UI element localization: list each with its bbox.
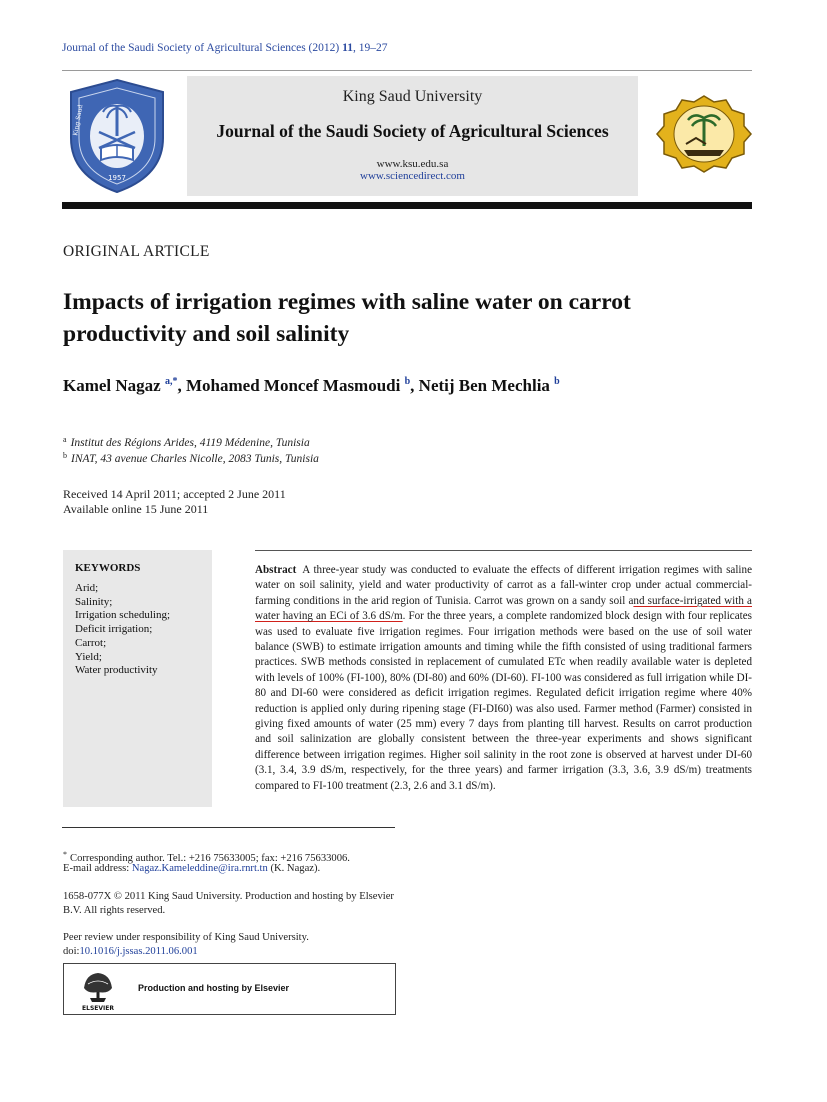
affiliation-text: Institut des Régions Arides, 4119 Médenine, Tunisia [70,437,310,449]
keyword-item: Water productivity [75,664,158,677]
abstract-highlight: nd surface-irrigated with a water having an ECi of 3.6 dS/m [255,594,752,623]
svg-text:1957: 1957 [108,174,126,182]
article-type: ORIGINAL ARTICLE [63,243,210,260]
sciencedirect-link[interactable]: www.sciencedirect.com [360,170,465,182]
keyword-item: Irrigation scheduling; [75,609,171,622]
abstract [255,563,752,794]
copyright-notice: 1658-077X © 2011 King Saud University. Production and hosting by Elsevier B.V. All rights reserved. [63,891,394,916]
author-affiliation-mark[interactable]: b [554,376,560,387]
doi-link[interactable]: 10.1016/j.jssas.2011.06.001 [79,946,198,957]
doi-line [63,945,398,959]
elsevier-tree-icon [78,968,118,1012]
abstract-divider [255,550,752,551]
svg-text:King Saud: King Saud [72,104,85,137]
ksu-seal-icon [63,76,171,196]
keywords-list [75,582,170,678]
society-emblem-icon [656,94,752,174]
elsevier-wordmark: ELSEVIER [82,1005,114,1012]
affiliation-b [63,451,319,465]
article-title: Impacts of irrigation regimes with saline water on carrot productivity and soil salinity [63,289,631,347]
email-line [63,862,398,876]
keyword-item: Yield; [75,650,102,663]
corresponding-author-text: Corresponding author. Tel.: +216 75633005; fax: +216 75633006. [70,853,350,864]
journal-volume: 11 [342,42,353,54]
email-suffix: (K. Nagaz). [267,863,321,874]
affiliation-text: INAT, 43 avenue Charles Nicolle, 2083 Tunis, Tunisia [71,453,319,465]
keywords-title: KEYWORDS [75,562,141,574]
abstract-heading: Abstract [255,564,297,576]
journal-citation [62,42,387,54]
affiliation-mark: a [63,435,67,444]
top-divider [62,70,752,71]
author-separator: , [177,376,186,395]
email-link[interactable]: Nagaz.Kameleddine@ira.rnrt.tn [131,863,268,874]
footnote-divider [62,827,395,828]
peer-review-note: Peer review under responsibility of King Saud University. [63,932,309,943]
journal-pages: , 19–27 [352,42,388,54]
keywords-box [63,550,212,807]
author-affiliation-mark[interactable]: b [404,376,411,387]
received-dates: Received 14 April 2011; accepted 2 June 2011 [63,487,286,501]
abstract-text: . For the three years, a complete randomized block design with four replicates was used to evaluate five irrigation regimes. Four irrigation methods were based on the use of soil water balance (SWB) to estimate irrigation amounts and timing while the fifth consisted of using traditional farmers practices. SWB methods consisted in replacement of cumulated ETc when readily available water is depleted with levels of 100% (FI-100), 80% (DI-80) and 60% (DI-60). FI-100 was considered as full irrigation while DI-80 and DI-60 were considered as deficit irrigation regimes. Regulated deficit irrigation regime where 40% reduction is applied only during ripening stage (FI-DI60) was also used. Farmer method (Farmer) consisted in giving fixed amounts of water (25 mm) every 7 days from planting till harvest. Results on carrot production and soil salinization are globally consistent between the three-year experiments and shows significant difference between irrigation regimes. Higher soil salinity in the root zone is observed at harvest under DI-60 (3.1, 3.4, 3.9 dS/m, respectively, for the three years) and farmer irrigation (3.3, 3.6, 3.9 dS/m) treatments compared to FI-100 treatment (2.3, 2.6 and 3.1 dS/m). [255,610,752,792]
email-label: E-mail address: [63,863,132,874]
journal-citation-text: Journal of the Saudi Society of Agricultural Sciences (2012) [62,42,343,54]
elsevier-hosting-box [63,963,396,1015]
affiliation-a [63,435,310,449]
footnote-mark: * [63,850,67,859]
author-name[interactable]: Kamel Nagaz [63,376,161,395]
journal-name: Journal of the Saudi Society of Agricultural Sciences [216,121,609,141]
keyword-item: Carrot; [75,636,107,649]
author-list [63,376,560,396]
publisher-name: King Saud University [342,88,483,105]
author-separator: , [410,376,419,395]
author-name[interactable]: Netij Ben Mechlia [418,376,550,395]
abstract-text: A three-year study was conducted to evaluate the effects of different irrigation regimes with saline water on soil salinity, yield and water productivity of carrot as a fall-winter crop under actual commercial-farming conditions in the arid region of Tunisia. Carrot was grown on a sandy soil a [255,564,752,607]
author-affiliation-mark[interactable]: a,* [164,376,178,387]
hosting-text: Production and hosting by Elsevier [138,983,290,993]
header-thick-divider [62,202,752,209]
doi-label: doi: [63,946,80,957]
publisher-site-link[interactable]: www.ksu.edu.sa [376,158,449,170]
online-date: Available online 15 June 2011 [63,502,209,516]
keyword-item: Salinity; [75,595,113,608]
affiliation-mark: b [63,451,67,460]
author-name[interactable]: Mohamed Moncef Masmoudi [185,376,401,395]
keyword-item: Deficit irrigation; [75,623,153,636]
keyword-item: Arid; [75,582,99,594]
journal-header-box [187,76,638,196]
